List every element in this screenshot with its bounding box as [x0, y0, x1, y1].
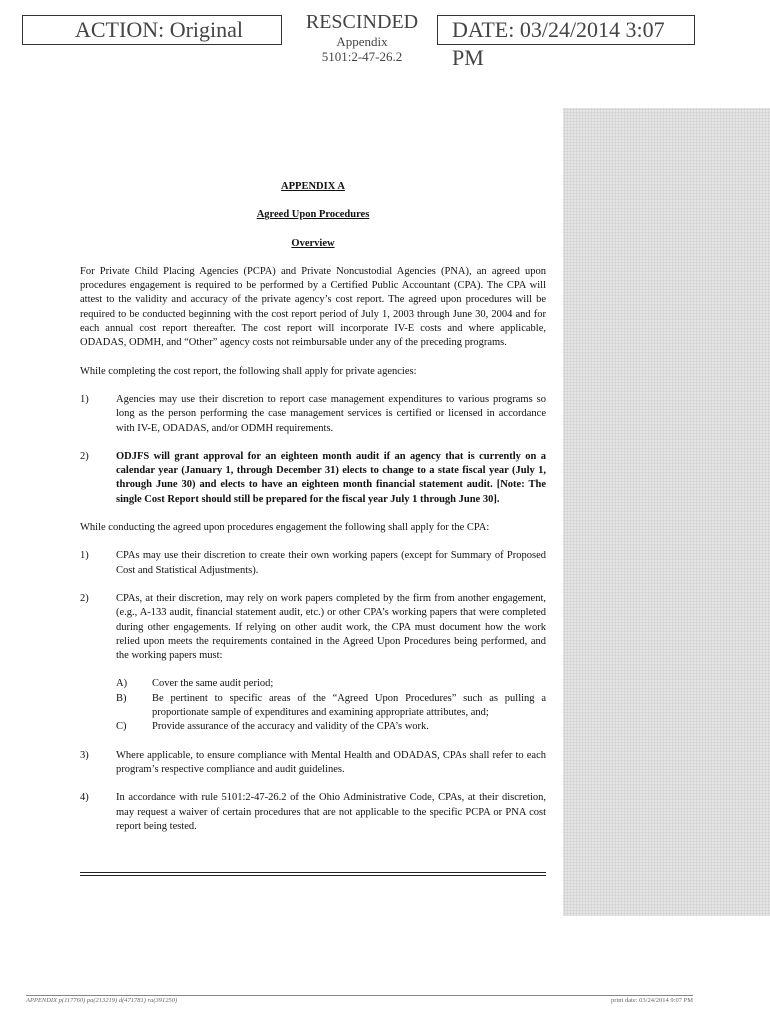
item-text: Agencies may use their discretion to report case management expenditures to various programs so long as the person performing the case management services is certified or licensed in accordance with IV-E, ODADAS, and/or ODMH requirements. — [116, 393, 546, 434]
appendix-title: APPENDIX A — [281, 181, 345, 192]
rescinded-stamp — [300, 10, 424, 64]
intro-paragraph: For Private Child Placing Agencies (PCPA) and Private Noncustodial Agencies (PNA), an agreed upon procedures engagement is required to be performed by a Certified Public Accountant (CPA). The CPA will attest to the validity and accuracy of the private agency’s cost report. The agreed upon procedures will be required to be conducted beginning with the cost report period of July 1, 2003 through June 30, 2004 and for each annual cost report thereafter. The cost report will incorporate IV-E costs and where applicable, ODADAS, ODMH, and “Other” agency costs not reimbursable under any of the preceding programs. — [80, 265, 546, 349]
footer-document-ids: APPENDIX p(117760) pa(213219) d(471781) ra(391250) — [26, 997, 178, 1004]
item-number: 4) — [80, 792, 89, 804]
item-number: 1) — [80, 550, 89, 562]
footer-divider — [26, 995, 693, 996]
status-label: RESCINDED — [305, 11, 419, 33]
item-text: Where applicable, to ensure compliance with Mental Health and ODADAS, CPAs shall refer to each program’s respective compliance and audit guidelines. — [116, 749, 546, 775]
sub-item — [80, 677, 546, 691]
list-item — [80, 393, 546, 436]
sub-item-letter: A) — [116, 678, 128, 690]
sub-item — [80, 692, 546, 721]
end-rule — [80, 872, 546, 876]
item-text: In accordance with rule 5101:2-47-26.2 of the Ohio Administrative Code, CPAs, at their discretion, may request a waiver of certain procedures that are not applicable to the specific PCPA or PNA cost report being tested. — [116, 792, 546, 832]
comment-panel — [563, 108, 770, 916]
document-body — [80, 180, 546, 834]
item-number: 1) — [80, 393, 89, 405]
cpa-lead: While conducting the agreed upon procedures engagement the following shall apply for the CPA: — [80, 522, 490, 534]
date-text: DATE: 03/24/2014 3:07 PM — [452, 17, 665, 70]
list-item — [80, 749, 546, 778]
action-box — [22, 15, 282, 45]
document-subtitle: Agreed Upon Procedures — [256, 209, 370, 221]
action-text: ACTION: Original — [75, 17, 244, 42]
sub-item-letter: B) — [116, 692, 127, 704]
date-box — [437, 15, 695, 70]
sub-item — [80, 720, 546, 734]
list-item — [80, 549, 546, 578]
section-heading: Overview — [291, 237, 335, 249]
list-item — [80, 450, 546, 507]
item-number: 2) — [80, 592, 89, 604]
item-text: CPAs, at their discretion, may rely on work papers completed by the firm from another engagement, (e.g., A-133 audit, financial statement audit, etc.) or other CPA’s working papers that were completed during other engagements. If relying on other audit work, the CPA must document how the work relied upon meets the requirements contained in the Agreed Upon Procedures being performed, and the working papers must: — [116, 592, 546, 662]
list-item — [80, 791, 546, 834]
item-number: 2) — [80, 450, 89, 462]
item-text: CPAs may use their discretion to create their own working papers (except for Summary of Proposed Cost and Statistical Adjustments). — [116, 550, 546, 576]
rule-number: 5101:2-47-26.2 — [321, 49, 403, 64]
sub-item-letter: C) — [116, 721, 127, 733]
item-number: 3) — [80, 749, 89, 761]
sub-item-text: Be pertinent to specific areas of the “Agreed Upon Procedures” such as pulling a proportionate sample of expenditures and examining appropriate attributes, and; — [152, 692, 546, 719]
list-item — [80, 592, 546, 663]
sub-item-text: Provide assurance of the accuracy and validity of the CPA’s work. — [152, 721, 429, 733]
appendix-label: Appendix — [336, 34, 388, 49]
footer-print-date: print date: 03/24/2014 9:07 PM — [611, 997, 693, 1004]
sub-item-text: Cover the same audit period; — [152, 678, 274, 690]
private-agencies-lead: While completing the cost report, the following shall apply for private agencies: — [80, 365, 417, 377]
item-text: ODJFS will grant approval for an eighteen month audit if an agency that is currently on a calendar year (January 1, through December 31) elects to change to a state fiscal year (July 1, through June 30) and elects to have an eighteen month financial statement audit. [Note: The single Cost Report should still be prepared for the fiscal year July 1 through June 30]. — [116, 450, 546, 505]
